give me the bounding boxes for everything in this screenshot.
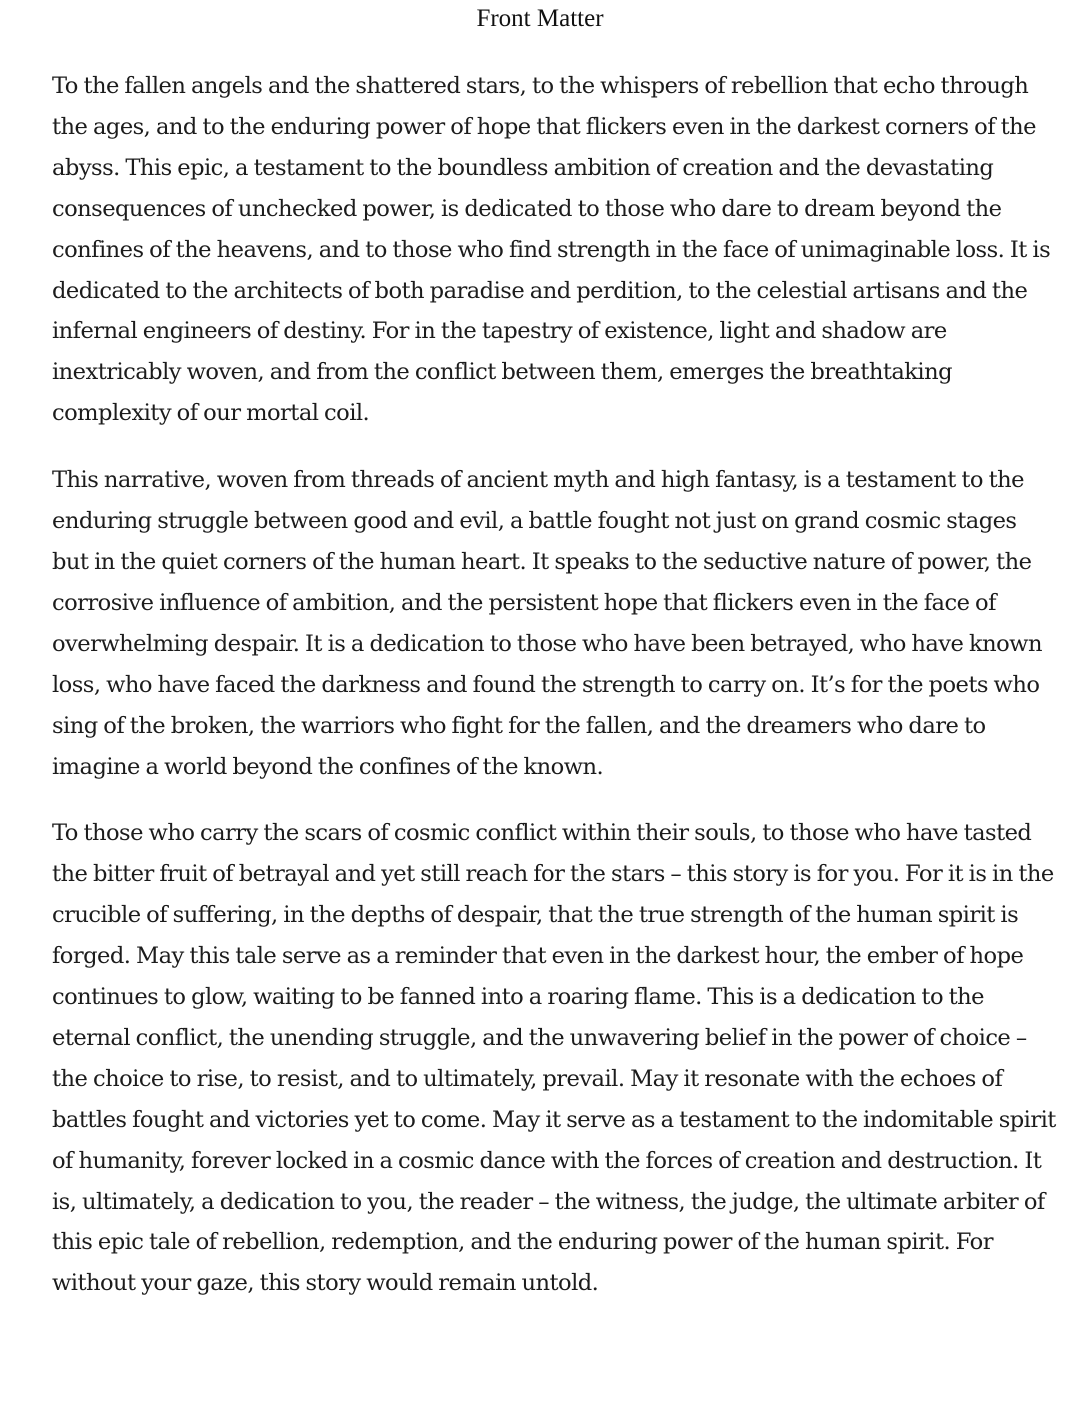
page-header-title: Front Matter xyxy=(476,5,604,32)
dedication-paragraph-1: To the fallen angels and the shattered stars, to the whispers of rebellion that echo through the ages, and to the enduring power of hope that flickers even in the darkest corners of the abyss. This epic, a testament to the boundless ambition of creation and the devastating consequences of unchecked power, is dedicated to those who dare to dream beyond the confines of the heavens, and to those who find strength in the face of unimaginable loss. It is dedicated to the architects of both paradise and perdition, to the celestial artisans and the infernal engineers of destiny. For in the tapestry of existence, light and shadow are inextricably woven, and from the conflict between them, emerges the breathtaking complexity of our mortal coil. xyxy=(52,73,1051,427)
dedication-paragraph-3: To those who carry the scars of cosmic conflict within their souls, to those who have tasted the bitter fruit of betrayal and yet still reach for the stars – this story is for you. For it is in the crucible of suffering, in the depths of despair, that the true strength of the human spirit is forged. May this tale serve as a reminder that even in the darkest hour, the ember of hope continues to glow, waiting to be fanned into a roaring flame. This is a dedication to the eternal conflict, the unending struggle, and the unwavering belief in the power of choice – the choice to rise, to resist, and to ultimately, prevail. May it resonate with the echoes of battles fought and victories yet to come. May it serve as a testament to the indomitable spirit of humanity, forever locked in a cosmic dance with the forces of creation and destruction. It is, ultimately, a dedication to you, the reader – the witness, the judge, the ultimate arbiter of this epic tale of rebellion, redemption, and the enduring power of the human spirit. For without your gaze, this story would remain untold. xyxy=(52,820,1056,1297)
dedication-body xyxy=(52,66,1056,1330)
dedication-paragraph-2: This narrative, woven from threads of ancient myth and high fantasy, is a testament to the enduring struggle between good and evil, a battle fought not just on grand cosmic stages but in the quiet corners of the human heart. It speaks to the seductive nature of power, the corrosive influence of ambition, and the persistent hope that flickers even in the face of overwhelming despair. It is a dedication to those who have been betrayed, who have known loss, who have faced the darkness and found the strength to carry on. It’s for the poets who sing of the broken, the warriors who fight for the fallen, and the dreamers who dare to imagine a world beyond the confines of the known. xyxy=(52,467,1042,780)
